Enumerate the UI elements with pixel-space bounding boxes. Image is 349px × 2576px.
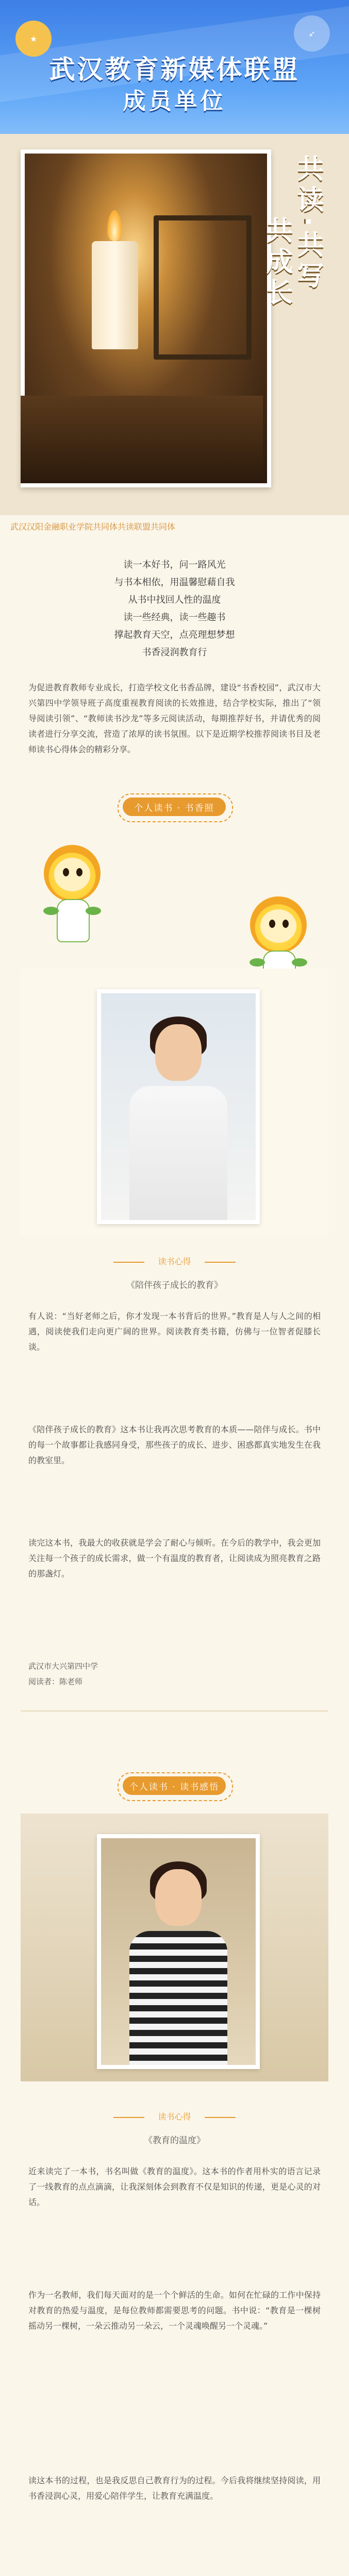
signature-name-1: 阅读者：陈老师 xyxy=(28,1677,83,1686)
essay1-p2: 《陪伴孩子成长的教育》这本书让我再次思考教育的本质——陪伴与成长。书中的每一个故事都让我感同身受，那些孩子的成长、进步、困惑都真实地发生在我的教室里。 xyxy=(28,1425,321,1465)
intro-paragraph: 为促进教育教师专业成长，打造学校文化书香品牌，建设“书香校园”，武汉市大兴第四中学领导班子高度重视教育阅读的长效推进，结合学校实际，推出了“领导阅读引领”、“教师读书沙龙”等多元阅读活动，每期推荐好书，并请优秀的阅读者进行分享交流，营造了浓厚的读书氛围。以下是近期学校推荐阅读书目及老师读书心得体会的精彩分享。 xyxy=(28,683,321,754)
poem-line: 从书中找回人性的温度 xyxy=(128,595,221,605)
tag-label: 个人读书 · 书香照 xyxy=(123,798,226,816)
essay2-p3: 读这本书的过程，也是我反思自己教育行为的过程。今后我将继续坚持阅读，用书香浸润心灵，用爱心陪伴学生，让教育充满温度。 xyxy=(28,2476,321,2501)
sunflower-mascot-icon xyxy=(36,845,108,948)
section-label: 读书心得 xyxy=(158,1257,191,1266)
flame xyxy=(107,210,122,241)
hero-vertical-text-1: 共读·共写 xyxy=(292,155,323,293)
poem-line: 读一些经典，读一些趣书 xyxy=(123,612,226,623)
header-title: 武汉教育新媒体联盟 xyxy=(49,55,300,84)
essay1-p1: 有人说：“当好老师之后，你才发现一本书背后的世界。”教育是人与人之间的相遇，阅读使我们走向更广阔的世界。阅读教育类书籍，仿佛与一位智者促膝长谈。 xyxy=(28,1311,321,1352)
divider xyxy=(21,1710,328,1711)
poem-line: 书香浸润教育行 xyxy=(142,647,207,658)
header-subtitle: 成员单位 xyxy=(123,88,226,114)
essay2-p1: 近来读完了一本书，书名叫做《教育的温度》。这本书的作者用朴实的语言记录了一线教育的点点滴滴，让我深刻体会到教育不仅是知识的传递，更是心灵的对话。 xyxy=(28,2166,321,2207)
star-badge-icon: ★ xyxy=(15,21,52,57)
section-header-1 xyxy=(113,1252,236,1273)
rocket-icon: ➶ xyxy=(294,15,330,52)
poem-line: 与书本相依，用温馨慰藉自我 xyxy=(114,577,235,588)
signature-school-1: 武汉市大兴第四中学 xyxy=(28,1662,98,1671)
candle xyxy=(92,241,138,349)
name-tag-1 xyxy=(123,793,226,819)
section-label: 读书心得 xyxy=(158,2112,191,2122)
tag-label: 个人读书 · 读书感悟 xyxy=(123,1776,226,1795)
teacher1-photo xyxy=(97,989,260,1224)
hero-vertical-text-2: 共成长 xyxy=(261,216,292,309)
book-title-2: 《教育的温度》 xyxy=(144,2136,205,2146)
poem-line: 撑起教育天空，点亮理想梦想 xyxy=(114,630,235,640)
section-header-2 xyxy=(113,2107,236,2128)
essay1-p3: 读完这本书，我最大的收获就是学会了耐心与倾听。在今后的教学中，我会更加关注每一个孩子的成长需求，做一个有温度的教育者，让阅读成为照亮教育之路的那盏灯。 xyxy=(28,1538,321,1579)
book-title-1: 《陪伴孩子成长的教育》 xyxy=(126,1280,223,1291)
open-book xyxy=(21,396,263,483)
essay2-p2: 作为一名教师，我们每天面对的是一个个鲜活的生命。如何在忙碌的工作中保持对教育的热爱与温度，是每位教师都需要思考的问题。书中说：“教育是一棵树摇动另一棵树，一朵云推动另一朵云，一个灵魂唤醒另一个灵魂。” xyxy=(28,2290,321,2331)
poem-line: 读一本好书，问一路风光 xyxy=(123,560,226,570)
teacher1-photo-card xyxy=(21,969,328,1236)
hero-caption: 武汉汉阳金融职业学院共同体共读联盟共同体 xyxy=(10,522,176,532)
wrought-iron-frame xyxy=(154,215,252,360)
teacher2-photo xyxy=(97,1834,260,2069)
candle-photo xyxy=(21,149,271,487)
teacher2-photo-card xyxy=(21,1814,328,2081)
name-tag-2 xyxy=(123,1772,226,1798)
